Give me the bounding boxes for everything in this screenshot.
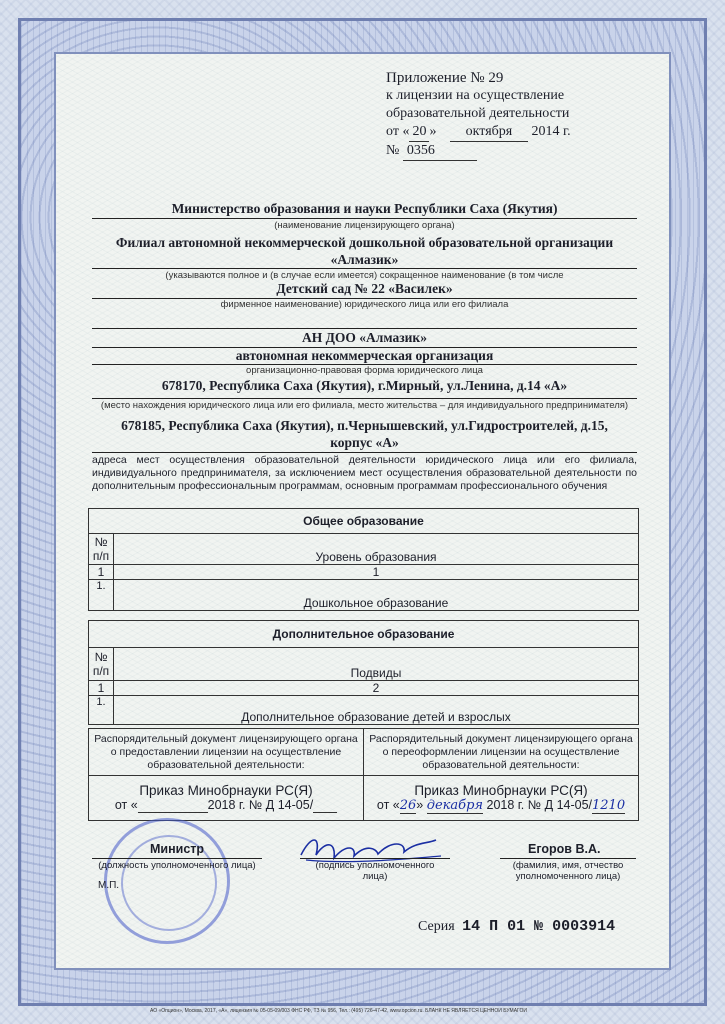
divider <box>92 268 637 269</box>
index-cell: 1 <box>89 565 114 580</box>
official-seal <box>104 818 230 944</box>
legal-form: автономная некоммерческая организация <box>235 348 494 363</box>
index-cell: 1 <box>89 681 114 696</box>
legal-address-caption: (место нахождения юридического лица или его филиала, место жительства – для индивидуального предпринимателя) <box>100 400 629 411</box>
reissue-order-caption: Распорядительный документ лицензирующего органа о переоформлении лицензии на осуществление образовательной деятельности: <box>364 729 639 776</box>
table-row <box>89 696 639 725</box>
index-cell: 2 <box>114 681 639 696</box>
series-label: Серия <box>418 919 455 934</box>
grant-order-caption: Распорядительный документ лицензирующего органа о предоставлении лицензии на осуществление образовательной деятельности: <box>89 729 364 776</box>
annex-number: № 0356 <box>386 142 646 161</box>
annex-day: 20 <box>409 123 429 142</box>
general-education-title: Общее образование <box>89 509 639 534</box>
divider <box>92 218 637 219</box>
row-number: 1. <box>89 696 114 725</box>
annex-line3: образовательной деятельности <box>386 106 570 121</box>
branch-caption: фирменное наименование) юридического лица или его филиала <box>220 299 509 310</box>
full-name-line2: «Алмазик» <box>330 252 399 267</box>
annex-year: 2014 г. <box>531 124 571 139</box>
divider <box>92 398 637 399</box>
additional-education-table <box>88 620 639 725</box>
reissue-day: 26 <box>399 797 417 813</box>
series-block <box>418 918 615 935</box>
additional-education-title: Дополнительное образование <box>89 621 639 648</box>
col-number-header: № п/п <box>89 534 114 565</box>
full-name-line1: Филиал автономной некоммерческой дошкольной образовательной организации <box>115 235 614 250</box>
annex-line2: к лицензии на осуществление <box>386 88 565 103</box>
general-education-table <box>88 508 639 611</box>
divider <box>92 452 637 453</box>
short-name: АН ДОО «Алмазик» <box>302 330 427 345</box>
signatory-name: Егоров В.А. <box>528 842 601 856</box>
annex-block <box>386 69 646 161</box>
signature-caption: (подпись уполномоченного лица) <box>315 860 435 882</box>
orders-table <box>88 728 639 821</box>
reissue-order: Приказ Минобрнауки РС(Я) от «26» декабря 2018 г. № Д 14-05/1210 <box>364 776 639 821</box>
reissue-number: 1210 <box>592 797 626 813</box>
legal-form-caption: организационно-правовая форма юридического лица <box>246 365 483 376</box>
activity-address-line1: 678185, Республика Саха (Якутия), п.Чернышевский, ул.Гидростроителей, д.15, <box>121 418 608 433</box>
divider <box>92 328 637 329</box>
grant-order: Приказ Минобрнауки РС(Я) от « 2018 г. № Д 14-05/ <box>89 776 364 821</box>
col-number-header: № п/п <box>89 648 114 681</box>
signatory-position: Министр <box>150 842 205 856</box>
position-caption: (должность уполномоченного лица) <box>98 860 256 871</box>
printer-footer: АО «Опцион», Москва, 2017, «А», лицензия № 05-05-09/003 ФНС РФ, ТЗ № 956, Тел.: (495) 726-47-42, www.opcion.ru. БЛАНК НЕ ЯВЛЯЕТСЯ ЦЕННОЙ БУМАГОЙ <box>150 1008 527 1014</box>
col-kind-header: Подвиды <box>114 648 639 681</box>
col-level-header: Уровень образования <box>114 534 639 565</box>
divider <box>500 858 636 859</box>
row-number: 1. <box>89 580 114 611</box>
annex-date: от « 20 » октября 2014 г. <box>386 123 646 142</box>
row-value: Дополнительное образование детей и взрослых <box>114 696 639 725</box>
licensing-body-caption: (наименование лицензирующего органа) <box>274 220 455 231</box>
series-number: 14 П 01 № 0003914 <box>462 918 616 935</box>
annex-title: Приложение № 29 <box>386 70 504 86</box>
row-value: Дошкольное образование <box>114 580 639 611</box>
table-row <box>89 580 639 611</box>
stamp-place-label: М.П. <box>98 880 120 891</box>
index-cell: 1 <box>114 565 639 580</box>
full-name-caption: (указываются полное и (в случае если имеется) сокращенное наименование (в том числе <box>165 270 564 281</box>
name-caption: (фамилия, имя, отчество уполномоченного лица) <box>512 860 624 882</box>
divider <box>300 858 450 859</box>
annex-month: октября <box>450 123 528 142</box>
activity-address-caption: адреса мест осуществления образовательной деятельности юридического лица или его филиала, индивидуального предпринимателя, за исключением мест осуществления образовательной деятельности по дополнительным профессиональным программам, основным программам профессионального обучения <box>92 454 637 492</box>
legal-address: 678170, Республика Саха (Якутия), г.Мирный, ул.Ленина, д.14 «А» <box>161 378 568 393</box>
licensing-body: Министерство образования и науки Республики Саха (Якутия) <box>171 201 558 216</box>
divider <box>92 858 262 859</box>
branch-name: Детский сад № 22 «Василек» <box>276 281 453 296</box>
activity-address-line2: корпус «А» <box>330 435 399 450</box>
reissue-month: декабря <box>426 797 484 813</box>
